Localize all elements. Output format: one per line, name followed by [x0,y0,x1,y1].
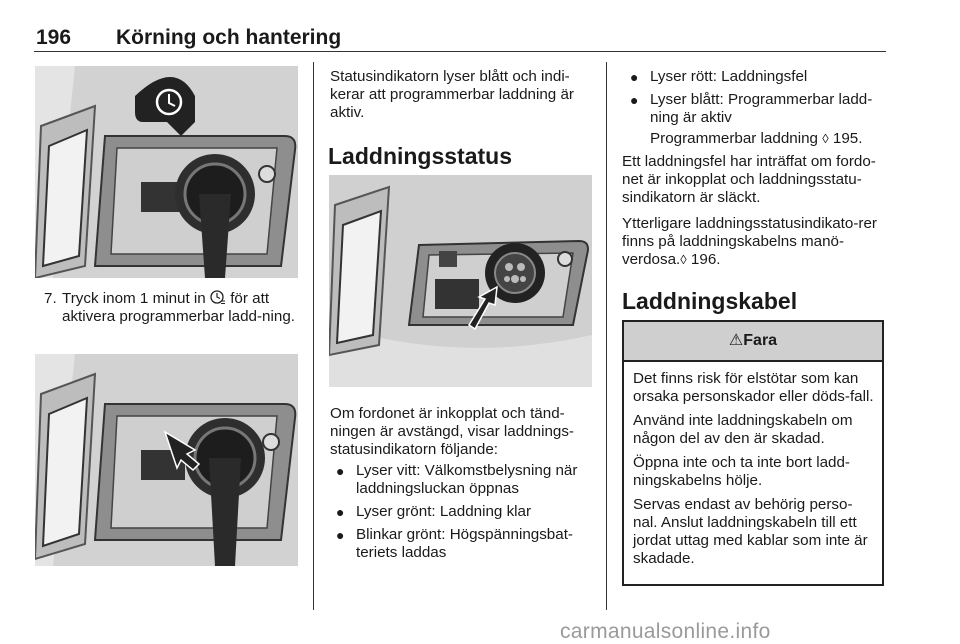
step-text: Tryck inom 1 minut in för att aktivera programmerbar ladd-ning. [62,290,295,325]
cross-reference-195: Programmerbar laddning ◊ 195. [650,130,863,147]
hazard-title: Fara [743,332,778,349]
status-list-right [626,68,890,132]
status-list-middle [332,462,596,567]
list-item: ● Lyser blått: Programmerbar ladd-ning är aktiv [630,91,873,126]
page-reference-icon: ◊ [822,131,829,146]
figure-charge-port-unplug [35,354,298,566]
hazard-paragraph: Det finns risk för elstötar som kan orsaka personskador eller döds-fall. [633,370,874,405]
page-number: 196 [36,26,72,49]
chapter-title: Körning och hantering [116,26,342,49]
header-rule [34,51,886,52]
list-item: ● Lyser grönt: Laddning klar [336,503,532,520]
hazard-box [622,320,884,586]
hazard-header [624,322,882,362]
section-heading-laddningskabel: Laddningskabel [622,288,798,314]
section-heading-laddningsstatus: Laddningsstatus [328,143,513,169]
hazard-body [624,362,882,568]
figure-charge-port-timer [35,66,298,278]
hazard-paragraph: Servas endast av behörig perso-nal. Anslut laddningskabeln till ett jordat uttag med kablar som inte är skadade. [633,496,868,567]
list-item: ● Lyser rött: Laddningsfel [630,68,808,85]
watermark: carmanualsonline.info [560,620,771,643]
timer-plug-icon [210,290,226,306]
error-paragraph: Ett laddningsfel har inträffat om fordo-net är inkopplat och laddningsstatu-sindikatorn är släckt. [622,153,876,206]
page-reference-icon: ◊ [680,252,687,267]
status-paragraph: Om fordonet är inkopplat och tänd-ningen är avstängd, visar laddnings-statusindikatorn följande: [330,405,574,458]
hazard-paragraph: Använd inte laddningskabeln om någon del av den är skadad. [633,412,853,447]
intro-paragraph: Statusindikatorn lyser blått och indi-kerar att programmerbar laddning är aktiv. [330,68,574,121]
additional-indicators-paragraph: Ytterligare laddningsstatusindikato-rer finns på laddningskabelns manö-verdosa.◊ 196. [622,215,877,268]
page-header [34,26,886,50]
figure-charge-status-indicator [329,175,592,387]
column-divider-right [606,62,607,610]
column-divider-left [313,62,314,610]
list-item: ● Blinkar grönt: Högspänningsbat-teriets laddas [336,526,573,561]
hazard-paragraph: Öppna inte och ta inte bort ladd-ningskabelns hölje. [633,454,850,489]
warning-icon: ⚠ [728,332,744,349]
list-item: ● Lyser vitt: Välkomstbelysning när laddningsluckan öppnas [336,462,578,497]
step-number: 7. [44,290,57,307]
